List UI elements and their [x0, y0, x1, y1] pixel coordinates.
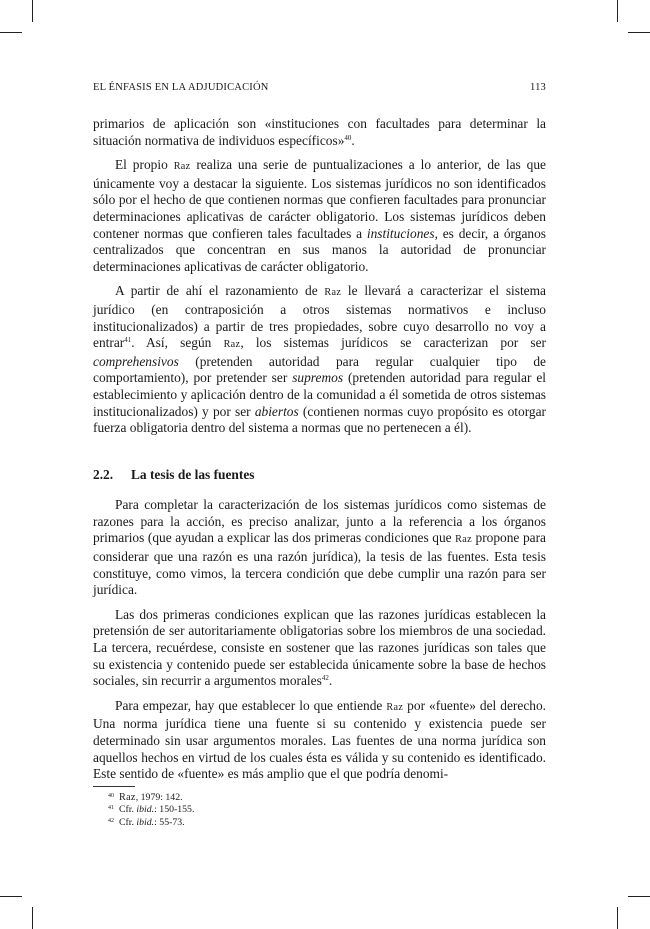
crop-mark	[617, 0, 618, 22]
section-title: La tesis de las fuentes	[131, 466, 255, 482]
section-heading	[93, 467, 546, 484]
crop-mark	[32, 907, 33, 929]
footnote: $^{41}$ Cfr. ibid.: 150-155.	[108, 804, 195, 816]
author-name: Raz	[324, 287, 342, 299]
crop-mark	[617, 907, 618, 929]
running-title: EL ÉNFASIS EN LA ADJUDICACIÓN	[93, 82, 269, 93]
footnote-ref[interactable]: 41	[124, 336, 132, 345]
paragraph: El propio Raz realiza una serie de puntualizaciones a lo anterior, de las que únicamente voy a destacar la siguiente. Los sistemas jurídicos no son identificados sólo por el hecho de que contienen normas que confieren facultades para pronunciar determinaciones aplicativas de carácter obligatorio. Los sistemas jurídicos deben contener normas que confieren tales facultades a instituciones, es decir, a órganos centralizados que concentran en sus manos la autoridad de pronunciar determinaciones aplicativas de carácter obligatorio.	[93, 157, 546, 274]
author-name: Raz	[455, 534, 472, 546]
paragraph: Para completar la caracterización de los sistemas jurídicos como sistemas de razones para la acción, es preciso analizar, junto a la referencia a los órganos primarios (que ayudan a explicar las dos primeras condiciones que Raz propone para considerar que una razón es una razón jurídica), la tesis de las fuentes. Esta tesis constituye, como vimos, la tercera condición que debe cumplir una razón para ser jurídica.	[93, 497, 546, 598]
footnote-ref[interactable]: 40	[344, 133, 352, 142]
paragraph: Para empezar, hay que establecer lo que entiende Raz por «fuente» del derecho. Una norma jurídica tiene una fuente si su contenido y existencia puede ser determinado sin usar argumentos morales. Las fuentes de una norma jurídica son aquellos hechos en virtud de los cuales ésta es válida y su contenido es identificado. Este sentido de «fuente» es más amplio que el que podría denomi-	[93, 697, 547, 782]
paragraph: primarios de aplicación son «instituciones con facultades para determinar la situación normativa de individuos específicos»$^{40}$.	[93, 116, 546, 148]
body-text	[93, 116, 546, 791]
footnote: $^{40}$ Raz, 1979: 142.	[108, 792, 183, 803]
crop-mark	[0, 32, 22, 33]
footnote-ref[interactable]: 42	[321, 674, 329, 683]
author-name: Raz	[223, 339, 241, 351]
crop-mark	[32, 0, 33, 22]
footnote-divider	[93, 786, 135, 787]
crop-mark	[0, 896, 22, 897]
page-number: 113	[530, 82, 546, 93]
crop-mark	[628, 896, 650, 897]
running-header	[93, 82, 546, 93]
crop-mark	[628, 32, 650, 33]
author-name: Raz	[173, 161, 191, 173]
paragraph: A partir de ahí el razonamiento de Raz le llevará a caracterizar el sistema jurídico (en contraposición a otros sistemas normativos e incluso institucionalizados) a partir de tres propiedades, sobre cuyo desarrollo no voy a entrar$^{41}$. Así, según Raz, los sistemas jurídicos se caracterizan por ser comprehensivos (pretenden autoridad para regular cualquier tipo de comportamiento), por pretender ser supremos (pretenden autoridad para regular el establecimiento y aplicación dentro de la comunidad a él sometida de otros sistemas institucionalizados) y por ser abiertos (contienen normas cuyo propósito es otorgar fuerza obligatoria dentro del sistema a normas que no pertenecen a él).	[93, 283, 547, 436]
footnote: $^{42}$ Cfr. ibid.: 55-73.	[108, 816, 185, 828]
author-name: Raz	[386, 701, 404, 713]
paragraph: Las dos primeras condiciones explican que las razones jurídicas establecen la pretensión de ser autoritariamente obligatorias sobre los miembros de una sociedad. La tercera, recuérdese, consiste en sostener que las razones jurídicas son tales que su existencia y contenido puede ser establecida únicamente sobre la base de hechos sociales, sin recurrir a argumentos morales$^{42}$.	[93, 606, 546, 689]
section-number: 2.2.	[93, 466, 114, 482]
footnotes	[108, 792, 194, 829]
